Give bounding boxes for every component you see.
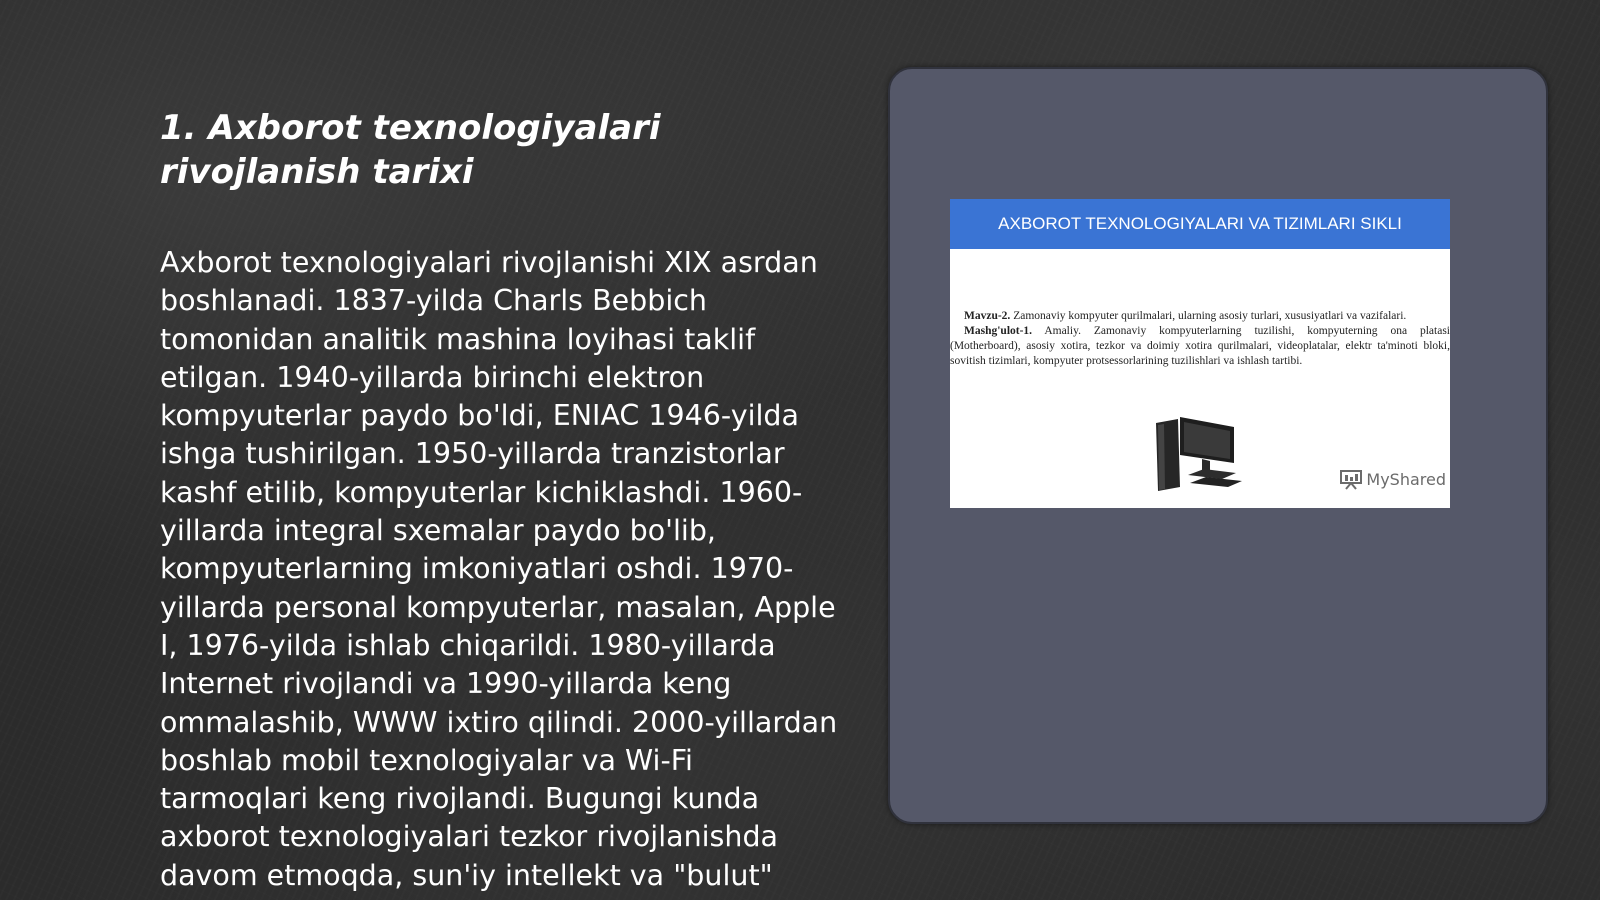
thumbnail-exercise-line — [950, 324, 1450, 369]
slide-thumbnail-image — [950, 199, 1450, 508]
watermark-text: MyShared — [1366, 469, 1446, 489]
slide-body-text: Axborot texnologiyalari rivojlanishi XIX asrdan boshlanadi. 1837-yilda Charls Bebbich tomonidan analitik mashina loyihasi taklif etilgan. 1940-yillarda birinchi elektron kompyuterlar paydo bo'ldi, ENIAC 1946-yilda ishga tushirilgan. 1950-yillarda tranzistorlar kashf etilib, kompyuterlar kichiklashdi. 1960-yillarda integral sxemalar paydo bo'lib, kompyuterlarning imkoniyatlari oshdi. 1970-yillarda personal kompyuterlar, masalan, Apple I, 1976-yilda ishlab chiqarildi. 1980-yillarda Internet rivojlandi va 1990-yillarda keng ommalashib, WWW ixtiro qilindi. 2000-yillardan boshlab mobil texnologiyalar va Wi-Fi tarmoqlari keng rivojlandi. Bugungi kunda axborot texnologiyalari tezkor rivojlanishda davom etmoqda, sun'iy intellekt va "bulut" — [160, 246, 838, 892]
thumbnail-topic-line — [950, 309, 1450, 324]
myshared-logo-icon — [1339, 468, 1363, 490]
topic-label: Mavzu-2. — [964, 310, 1011, 322]
slide-title: 1. Axborot texnologiyalari rivojlanish tarixi — [160, 108, 661, 192]
thumbnail-header: AXBOROT TEXNOLOGIYALARI VA TIZIMLARI SIKLI — [950, 199, 1450, 249]
desktop-computer-icon — [1150, 409, 1246, 495]
topic-text: Zamonaviy kompyuter qurilmalari, ularning asosiy turlari, xususiyatlari va vazifalari. — [1010, 310, 1407, 322]
exercise-label: Mashg'ulot-1. — [964, 325, 1033, 337]
exercise-text: Amaliy. Zamonaviy kompyuterlarning tuzilishi, kompyuterning ona platasi (Motherboard), asosiy xotira, tezkor va doimiy xotira qurilmalari, videoplatalar, elektr ta'minoti bloki, sovitish tizimlari, kompyuter protsessorlarining tuzilishlari va ishlash tartibi. — [950, 325, 1450, 367]
thumbnail-text — [950, 309, 1450, 369]
myshared-watermark — [1339, 468, 1446, 490]
